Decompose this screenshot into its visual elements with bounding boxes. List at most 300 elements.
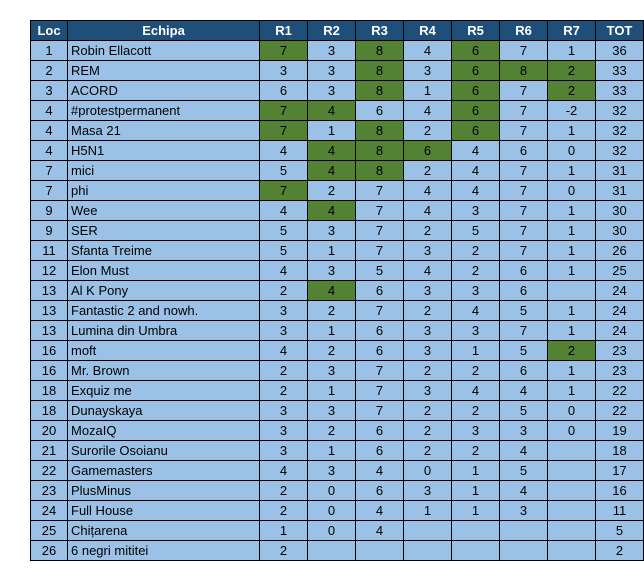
round-3-score-cell: 4: [356, 521, 404, 541]
round-5-score-cell: 3: [452, 421, 500, 441]
loc-cell: 24: [31, 501, 68, 521]
round-1-score-cell: 2: [260, 481, 308, 501]
round-4-score-cell: 3: [404, 381, 452, 401]
round-1-score-cell: 7: [260, 121, 308, 141]
round-1-score-cell: 2: [260, 541, 308, 561]
round-3-score-cell: 7: [356, 181, 404, 201]
round-1-score-cell: 5: [260, 161, 308, 181]
round-2-score-cell: 0: [308, 521, 356, 541]
round-3-score-cell: 4: [356, 461, 404, 481]
round-4-score-cell: 4: [404, 201, 452, 221]
table-row: [31, 201, 644, 221]
round-3-score-cell: 8: [356, 141, 404, 161]
round-7-score-cell: 1: [548, 241, 596, 261]
loc-cell: 16: [31, 341, 68, 361]
table-row: [31, 61, 644, 81]
total-cell: 33: [596, 61, 644, 81]
round-3-score-cell: 6: [356, 441, 404, 461]
round-1-score-cell: 3: [260, 321, 308, 341]
round-5-score-cell: 6: [452, 101, 500, 121]
round-7-score-cell: -2: [548, 101, 596, 121]
round-2-score-cell: 3: [308, 261, 356, 281]
loc-cell: 7: [31, 161, 68, 181]
table-row: [31, 221, 644, 241]
table-row: [31, 541, 644, 561]
table-row: [31, 321, 644, 341]
round-3-score-cell: 6: [356, 481, 404, 501]
loc-cell: 3: [31, 81, 68, 101]
round-4-score-cell: 3: [404, 241, 452, 261]
round-2-score-cell: 0: [308, 501, 356, 521]
total-cell: 24: [596, 281, 644, 301]
round-6-score-cell: 7: [500, 101, 548, 121]
header-r1: R1: [260, 21, 308, 41]
round-7-score-cell: 0: [548, 181, 596, 201]
round-5-score-cell: 2: [452, 261, 500, 281]
round-3-score-cell: 6: [356, 101, 404, 121]
round-2-score-cell: 4: [308, 101, 356, 121]
team-name-cell: REM: [68, 61, 260, 81]
round-7-score-cell: 1: [548, 261, 596, 281]
header-row: [31, 21, 644, 41]
team-name-cell: Gamemasters: [68, 461, 260, 481]
round-6-score-cell: 7: [500, 181, 548, 201]
team-name-cell: Elon Must: [68, 261, 260, 281]
round-4-score-cell: 1: [404, 501, 452, 521]
round-2-score-cell: 2: [308, 301, 356, 321]
round-4-score-cell: 2: [404, 361, 452, 381]
round-6-score-cell: 7: [500, 161, 548, 181]
round-4-score-cell: 2: [404, 421, 452, 441]
total-cell: 36: [596, 41, 644, 61]
round-5-score-cell: 1: [452, 481, 500, 501]
round-4-score-cell: 4: [404, 101, 452, 121]
loc-cell: 2: [31, 61, 68, 81]
loc-cell: 20: [31, 421, 68, 441]
round-5-score-cell: 4: [452, 181, 500, 201]
total-cell: 2: [596, 541, 644, 561]
round-6-score-cell: 4: [500, 481, 548, 501]
header-loc: Loc: [31, 21, 68, 41]
round-3-score-cell: 7: [356, 201, 404, 221]
round-7-score-cell: 0: [548, 421, 596, 441]
loc-cell: 25: [31, 521, 68, 541]
round-2-score-cell: 4: [308, 281, 356, 301]
round-4-score-cell: 4: [404, 41, 452, 61]
round-4-score-cell: 2: [404, 301, 452, 321]
total-cell: 19: [596, 421, 644, 441]
table-row: [31, 301, 644, 321]
total-cell: 5: [596, 521, 644, 541]
header-r7: R7: [548, 21, 596, 41]
round-2-score-cell: 2: [308, 341, 356, 361]
round-2-score-cell: 2: [308, 181, 356, 201]
table-body: [31, 41, 644, 561]
round-7-score-cell: 1: [548, 121, 596, 141]
team-name-cell: H5N1: [68, 141, 260, 161]
round-7-score-cell: 2: [548, 341, 596, 361]
table-row: [31, 381, 644, 401]
loc-cell: 22: [31, 461, 68, 481]
total-cell: 22: [596, 381, 644, 401]
round-2-score-cell: 1: [308, 381, 356, 401]
header-r3: R3: [356, 21, 404, 41]
round-5-score-cell: 5: [452, 221, 500, 241]
round-1-score-cell: 4: [260, 261, 308, 281]
round-2-score-cell: 3: [308, 361, 356, 381]
team-name-cell: Robin Ellacott: [68, 41, 260, 61]
table-row: [31, 241, 644, 261]
round-3-score-cell: 4: [356, 501, 404, 521]
loc-cell: 11: [31, 241, 68, 261]
round-6-score-cell: 6: [500, 261, 548, 281]
team-name-cell: Masa 21: [68, 121, 260, 141]
round-6-score-cell: 4: [500, 381, 548, 401]
total-cell: 32: [596, 141, 644, 161]
team-name-cell: Fantastic 2 and nowh.: [68, 301, 260, 321]
round-7-score-cell: 2: [548, 81, 596, 101]
round-3-score-cell: 6: [356, 281, 404, 301]
round-7-score-cell: 2: [548, 61, 596, 81]
team-name-cell: Sfanta Treime: [68, 241, 260, 261]
round-6-score-cell: 8: [500, 61, 548, 81]
table-row: [31, 141, 644, 161]
round-5-score-cell: 1: [452, 461, 500, 481]
round-2-score-cell: 4: [308, 141, 356, 161]
round-7-score-cell: [548, 541, 596, 561]
round-7-score-cell: 1: [548, 201, 596, 221]
header-r2: R2: [308, 21, 356, 41]
loc-cell: 23: [31, 481, 68, 501]
round-4-score-cell: 2: [404, 121, 452, 141]
team-name-cell: Exquiz me: [68, 381, 260, 401]
round-1-score-cell: 2: [260, 501, 308, 521]
table-row: [31, 81, 644, 101]
round-3-score-cell: 8: [356, 81, 404, 101]
team-name-cell: Wee: [68, 201, 260, 221]
round-5-score-cell: 1: [452, 341, 500, 361]
round-6-score-cell: 4: [500, 441, 548, 461]
table-row: [31, 341, 644, 361]
round-5-score-cell: 6: [452, 121, 500, 141]
round-3-score-cell: 6: [356, 421, 404, 441]
round-5-score-cell: [452, 521, 500, 541]
round-1-score-cell: 3: [260, 441, 308, 461]
round-7-score-cell: [548, 281, 596, 301]
round-6-score-cell: 7: [500, 121, 548, 141]
table-row: [31, 41, 644, 61]
round-5-score-cell: 6: [452, 81, 500, 101]
round-7-score-cell: [548, 501, 596, 521]
round-6-score-cell: 5: [500, 341, 548, 361]
round-1-score-cell: 1: [260, 521, 308, 541]
round-7-score-cell: [548, 441, 596, 461]
round-2-score-cell: 4: [308, 201, 356, 221]
round-4-score-cell: 2: [404, 161, 452, 181]
round-3-score-cell: 7: [356, 381, 404, 401]
round-7-score-cell: 1: [548, 321, 596, 341]
round-1-score-cell: 2: [260, 281, 308, 301]
round-4-score-cell: 2: [404, 401, 452, 421]
round-6-score-cell: 5: [500, 461, 548, 481]
loc-cell: 13: [31, 301, 68, 321]
round-6-score-cell: 6: [500, 281, 548, 301]
round-4-score-cell: 3: [404, 321, 452, 341]
header-echipa: Echipa: [68, 21, 260, 41]
round-5-score-cell: 2: [452, 361, 500, 381]
round-7-score-cell: [548, 461, 596, 481]
loc-cell: 7: [31, 181, 68, 201]
round-2-score-cell: 3: [308, 461, 356, 481]
table-row: [31, 441, 644, 461]
round-1-score-cell: 4: [260, 141, 308, 161]
round-1-score-cell: 4: [260, 341, 308, 361]
round-2-score-cell: 3: [308, 401, 356, 421]
round-7-score-cell: 1: [548, 361, 596, 381]
total-cell: 30: [596, 201, 644, 221]
round-5-score-cell: 4: [452, 301, 500, 321]
round-2-score-cell: 3: [308, 81, 356, 101]
round-3-score-cell: 8: [356, 41, 404, 61]
team-name-cell: Surorile Osoianu: [68, 441, 260, 461]
round-5-score-cell: 2: [452, 401, 500, 421]
table-row: [31, 281, 644, 301]
team-name-cell: mici: [68, 161, 260, 181]
round-6-score-cell: 6: [500, 361, 548, 381]
round-6-score-cell: [500, 521, 548, 541]
total-cell: 32: [596, 121, 644, 141]
round-7-score-cell: 1: [548, 221, 596, 241]
team-name-cell: Lumina din Umbra: [68, 321, 260, 341]
table-row: [31, 461, 644, 481]
loc-cell: 26: [31, 541, 68, 561]
team-name-cell: ACORD: [68, 81, 260, 101]
round-1-score-cell: 4: [260, 461, 308, 481]
loc-cell: 4: [31, 141, 68, 161]
round-7-score-cell: 0: [548, 401, 596, 421]
round-3-score-cell: 8: [356, 121, 404, 141]
loc-cell: 12: [31, 261, 68, 281]
round-2-score-cell: 2: [308, 421, 356, 441]
round-6-score-cell: 7: [500, 221, 548, 241]
round-1-score-cell: 2: [260, 381, 308, 401]
round-6-score-cell: 5: [500, 401, 548, 421]
round-5-score-cell: 6: [452, 41, 500, 61]
round-7-score-cell: [548, 521, 596, 541]
loc-cell: 9: [31, 221, 68, 241]
table-row: [31, 181, 644, 201]
round-4-score-cell: [404, 521, 452, 541]
loc-cell: 18: [31, 381, 68, 401]
round-1-score-cell: 7: [260, 101, 308, 121]
round-4-score-cell: 4: [404, 261, 452, 281]
round-2-score-cell: 3: [308, 41, 356, 61]
round-1-score-cell: 2: [260, 361, 308, 381]
total-cell: 22: [596, 401, 644, 421]
total-cell: 30: [596, 221, 644, 241]
round-1-score-cell: 3: [260, 421, 308, 441]
loc-cell: 4: [31, 101, 68, 121]
total-cell: 11: [596, 501, 644, 521]
round-1-score-cell: 7: [260, 181, 308, 201]
round-3-score-cell: 7: [356, 361, 404, 381]
round-5-score-cell: 6: [452, 61, 500, 81]
round-2-score-cell: 0: [308, 481, 356, 501]
round-6-score-cell: [500, 541, 548, 561]
team-name-cell: phi: [68, 181, 260, 201]
table-header: [31, 21, 644, 41]
total-cell: 32: [596, 101, 644, 121]
round-3-score-cell: 7: [356, 221, 404, 241]
round-3-score-cell: [356, 541, 404, 561]
round-1-score-cell: 3: [260, 301, 308, 321]
round-2-score-cell: [308, 541, 356, 561]
round-6-score-cell: 6: [500, 141, 548, 161]
table-row: [31, 481, 644, 501]
round-6-score-cell: 3: [500, 421, 548, 441]
round-4-score-cell: 6: [404, 141, 452, 161]
round-5-score-cell: 4: [452, 161, 500, 181]
round-7-score-cell: [548, 481, 596, 501]
round-4-score-cell: 3: [404, 61, 452, 81]
round-2-score-cell: 3: [308, 61, 356, 81]
total-cell: 23: [596, 341, 644, 361]
table-row: [31, 101, 644, 121]
loc-cell: 4: [31, 121, 68, 141]
team-name-cell: SER: [68, 221, 260, 241]
team-name-cell: MozaIQ: [68, 421, 260, 441]
team-name-cell: PlusMinus: [68, 481, 260, 501]
round-6-score-cell: 5: [500, 301, 548, 321]
round-6-score-cell: 7: [500, 241, 548, 261]
team-name-cell: moft: [68, 341, 260, 361]
round-5-score-cell: [452, 541, 500, 561]
round-4-score-cell: 3: [404, 281, 452, 301]
round-7-score-cell: 1: [548, 41, 596, 61]
round-5-score-cell: 2: [452, 241, 500, 261]
header-r5: R5: [452, 21, 500, 41]
round-4-score-cell: 0: [404, 461, 452, 481]
round-7-score-cell: 0: [548, 141, 596, 161]
total-cell: 31: [596, 181, 644, 201]
total-cell: 23: [596, 361, 644, 381]
team-name-cell: Full House: [68, 501, 260, 521]
loc-cell: 21: [31, 441, 68, 461]
round-2-score-cell: 1: [308, 241, 356, 261]
loc-cell: 18: [31, 401, 68, 421]
round-4-score-cell: 1: [404, 81, 452, 101]
standings-table: [30, 20, 644, 561]
round-5-score-cell: 3: [452, 201, 500, 221]
table-row: [31, 361, 644, 381]
team-name-cell: Dunayskaya: [68, 401, 260, 421]
round-3-score-cell: 5: [356, 261, 404, 281]
total-cell: 24: [596, 301, 644, 321]
team-name-cell: 6 negri mititei: [68, 541, 260, 561]
loc-cell: 13: [31, 321, 68, 341]
round-1-score-cell: 3: [260, 401, 308, 421]
round-3-score-cell: 7: [356, 301, 404, 321]
round-1-score-cell: 6: [260, 81, 308, 101]
total-cell: 17: [596, 461, 644, 481]
table-row: [31, 401, 644, 421]
total-cell: 24: [596, 321, 644, 341]
total-cell: 18: [596, 441, 644, 461]
total-cell: 33: [596, 81, 644, 101]
round-3-score-cell: 8: [356, 61, 404, 81]
team-name-cell: Al K Pony: [68, 281, 260, 301]
team-name-cell: Mr. Brown: [68, 361, 260, 381]
round-1-score-cell: 5: [260, 241, 308, 261]
round-4-score-cell: [404, 541, 452, 561]
team-name-cell: #protestpermanent: [68, 101, 260, 121]
round-4-score-cell: 2: [404, 441, 452, 461]
total-cell: 26: [596, 241, 644, 261]
loc-cell: 9: [31, 201, 68, 221]
table-row: [31, 501, 644, 521]
round-6-score-cell: 7: [500, 41, 548, 61]
round-6-score-cell: 3: [500, 501, 548, 521]
round-2-score-cell: 1: [308, 441, 356, 461]
round-7-score-cell: 1: [548, 161, 596, 181]
header-r6: R6: [500, 21, 548, 41]
round-7-score-cell: 1: [548, 301, 596, 321]
round-3-score-cell: 6: [356, 341, 404, 361]
round-7-score-cell: 1: [548, 381, 596, 401]
table-row: [31, 521, 644, 541]
round-2-score-cell: 1: [308, 121, 356, 141]
table-row: [31, 261, 644, 281]
round-5-score-cell: 3: [452, 281, 500, 301]
round-4-score-cell: 3: [404, 481, 452, 501]
total-cell: 16: [596, 481, 644, 501]
loc-cell: 1: [31, 41, 68, 61]
loc-cell: 13: [31, 281, 68, 301]
round-2-score-cell: 1: [308, 321, 356, 341]
round-3-score-cell: 8: [356, 161, 404, 181]
round-3-score-cell: 6: [356, 321, 404, 341]
header-tot: TOT: [596, 21, 644, 41]
round-6-score-cell: 7: [500, 81, 548, 101]
table-row: [31, 421, 644, 441]
round-1-score-cell: 5: [260, 221, 308, 241]
round-5-score-cell: 4: [452, 141, 500, 161]
round-3-score-cell: 7: [356, 241, 404, 261]
total-cell: 31: [596, 161, 644, 181]
round-6-score-cell: 7: [500, 321, 548, 341]
round-5-score-cell: 1: [452, 501, 500, 521]
round-2-score-cell: 3: [308, 221, 356, 241]
round-5-score-cell: 2: [452, 441, 500, 461]
round-4-score-cell: 4: [404, 181, 452, 201]
round-4-score-cell: 3: [404, 341, 452, 361]
header-r4: R4: [404, 21, 452, 41]
round-1-score-cell: 3: [260, 61, 308, 81]
round-4-score-cell: 2: [404, 221, 452, 241]
table-row: [31, 161, 644, 181]
round-3-score-cell: 7: [356, 401, 404, 421]
loc-cell: 16: [31, 361, 68, 381]
round-5-score-cell: 4: [452, 381, 500, 401]
round-6-score-cell: 7: [500, 201, 548, 221]
round-1-score-cell: 7: [260, 41, 308, 61]
round-5-score-cell: 3: [452, 321, 500, 341]
round-2-score-cell: 4: [308, 161, 356, 181]
total-cell: 25: [596, 261, 644, 281]
team-name-cell: Chițarena: [68, 521, 260, 541]
table-row: [31, 121, 644, 141]
round-1-score-cell: 4: [260, 201, 308, 221]
